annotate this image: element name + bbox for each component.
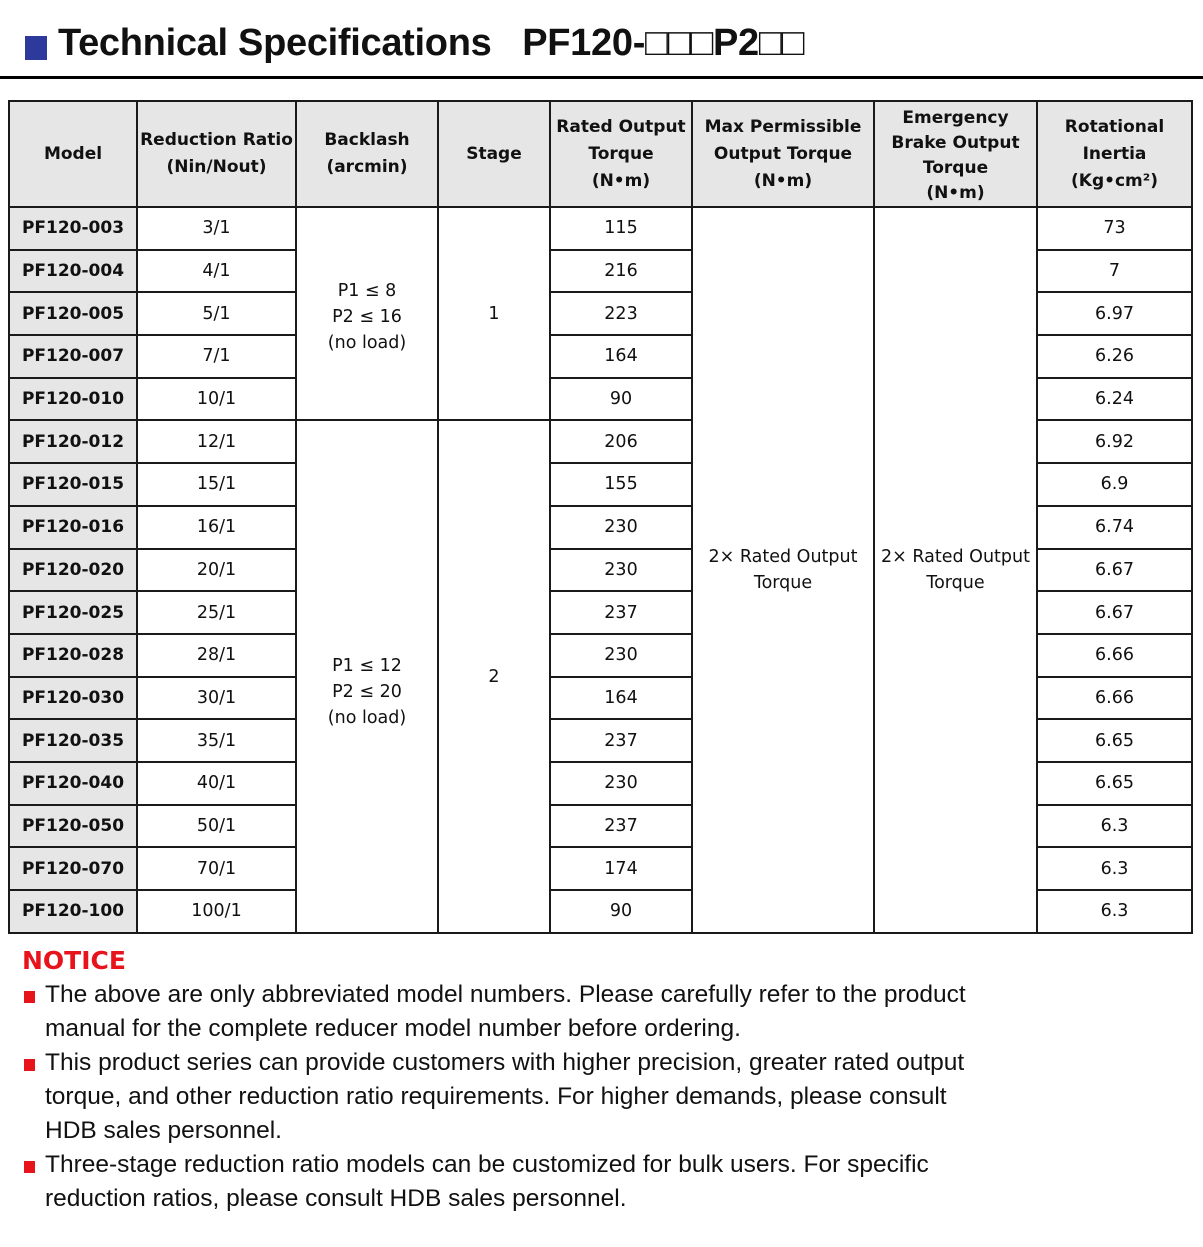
title-square-icon	[25, 36, 47, 60]
col-header-rotational-inertia: Rotational Inertia (Kg•cm²)	[1037, 101, 1192, 207]
title-divider	[0, 76, 1203, 79]
cell-reduction-ratio: 35/1	[137, 719, 296, 762]
cell-reduction-ratio: 30/1	[137, 677, 296, 720]
cell-reduction-ratio: 7/1	[137, 335, 296, 378]
cell-stage: 2	[438, 420, 550, 932]
cell-reduction-ratio: 50/1	[137, 805, 296, 848]
cell-rated-output-torque: 230	[550, 549, 692, 592]
cell-rotational-inertia: 6.9	[1037, 463, 1192, 506]
cell-reduction-ratio: 20/1	[137, 549, 296, 592]
bullet-square-icon	[24, 991, 35, 1003]
col-header-reduction-ratio: Reduction Ratio (Nin/Nout)	[137, 101, 296, 207]
page-title: Technical Specifications PF120-□□□P2□□	[58, 22, 805, 64]
cell-rated-output-torque: 230	[550, 634, 692, 677]
table-header-row	[9, 101, 1192, 207]
notice-text-line: The above are only abbreviated model numbers. Please carefully refer to the product	[45, 981, 966, 1008]
col-header-stage: Stage	[438, 101, 550, 207]
cell-rotational-inertia: 6.26	[1037, 335, 1192, 378]
cell-rotational-inertia: 6.97	[1037, 292, 1192, 335]
cell-model: PF120-016	[9, 506, 137, 549]
cell-model: PF120-005	[9, 292, 137, 335]
notice-item	[22, 978, 1192, 1046]
cell-reduction-ratio: 16/1	[137, 506, 296, 549]
notice-section	[22, 944, 1192, 1216]
cell-rated-output-torque: 237	[550, 805, 692, 848]
cell-reduction-ratio: 3/1	[137, 207, 296, 250]
cell-rated-output-torque: 230	[550, 762, 692, 805]
cell-model: PF120-100	[9, 890, 137, 933]
cell-rotational-inertia: 6.92	[1037, 420, 1192, 463]
bullet-square-icon	[24, 1161, 35, 1173]
cell-model: PF120-010	[9, 378, 137, 421]
cell-rated-output-torque: 164	[550, 335, 692, 378]
cell-rated-output-torque: 237	[550, 719, 692, 762]
cell-model: PF120-004	[9, 250, 137, 293]
cell-rotational-inertia: 6.3	[1037, 890, 1192, 933]
col-header-rated-output-torque: Rated Output Torque (N•m)	[550, 101, 692, 207]
cell-rated-output-torque: 206	[550, 420, 692, 463]
cell-model: PF120-003	[9, 207, 137, 250]
cell-model: PF120-035	[9, 719, 137, 762]
cell-rated-output-torque: 164	[550, 677, 692, 720]
cell-reduction-ratio: 28/1	[137, 634, 296, 677]
cell-rotational-inertia: 73	[1037, 207, 1192, 250]
notice-text-line: HDB sales personnel.	[45, 1117, 282, 1144]
cell-emergency-brake-torque: 2× Rated Output Torque	[874, 207, 1037, 933]
cell-rotational-inertia: 6.66	[1037, 634, 1192, 677]
cell-model: PF120-028	[9, 634, 137, 677]
cell-rated-output-torque: 216	[550, 250, 692, 293]
cell-reduction-ratio: 70/1	[137, 847, 296, 890]
cell-rated-output-torque: 230	[550, 506, 692, 549]
cell-max-permissible-torque: 2× Rated Output Torque	[692, 207, 874, 933]
notice-item	[22, 1148, 1192, 1216]
cell-reduction-ratio: 100/1	[137, 890, 296, 933]
cell-reduction-ratio: 12/1	[137, 420, 296, 463]
cell-stage: 1	[438, 207, 550, 420]
cell-rotational-inertia: 6.65	[1037, 719, 1192, 762]
table-body	[9, 207, 1192, 933]
col-header-emergency-brake-torque: Emergency Brake Output Torque (N•m)	[874, 101, 1037, 207]
cell-model: PF120-025	[9, 591, 137, 634]
cell-rotational-inertia: 6.3	[1037, 805, 1192, 848]
cell-model: PF120-007	[9, 335, 137, 378]
cell-reduction-ratio: 15/1	[137, 463, 296, 506]
cell-model: PF120-040	[9, 762, 137, 805]
notice-text-line: torque, and other reduction ratio requirements. For higher demands, please consult	[45, 1083, 947, 1110]
cell-model: PF120-015	[9, 463, 137, 506]
notice-text-line: manual for the complete reducer model number before ordering.	[45, 1015, 741, 1042]
col-header-model: Model	[9, 101, 137, 207]
notice-text-line: Three-stage reduction ratio models can be customized for bulk users. For specific	[45, 1151, 929, 1178]
cell-reduction-ratio: 10/1	[137, 378, 296, 421]
cell-reduction-ratio: 5/1	[137, 292, 296, 335]
cell-model: PF120-030	[9, 677, 137, 720]
cell-rotational-inertia: 6.67	[1037, 549, 1192, 592]
cell-backlash: P1 ≤ 12 P2 ≤ 20 (no load)	[296, 420, 438, 932]
cell-rated-output-torque: 155	[550, 463, 692, 506]
bullet-square-icon	[24, 1059, 35, 1071]
col-header-max-permissible-torque: Max Permissible Output Torque (N•m)	[692, 101, 874, 207]
cell-rated-output-torque: 174	[550, 847, 692, 890]
cell-rated-output-torque: 115	[550, 207, 692, 250]
cell-reduction-ratio: 4/1	[137, 250, 296, 293]
cell-model: PF120-012	[9, 420, 137, 463]
spec-table	[8, 100, 1193, 934]
cell-model: PF120-020	[9, 549, 137, 592]
table-row	[9, 207, 1192, 250]
cell-rotational-inertia: 6.66	[1037, 677, 1192, 720]
notice-title: NOTICE	[22, 946, 126, 975]
cell-rotational-inertia: 6.24	[1037, 378, 1192, 421]
notice-text-line: reduction ratios, please consult HDB sales personnel.	[45, 1185, 627, 1212]
col-header-backlash: Backlash (arcmin)	[296, 101, 438, 207]
notice-text-line: This product series can provide customers with higher precision, greater rated output	[45, 1049, 965, 1076]
cell-rotational-inertia: 6.67	[1037, 591, 1192, 634]
cell-rated-output-torque: 223	[550, 292, 692, 335]
cell-rotational-inertia: 6.65	[1037, 762, 1192, 805]
notice-item	[22, 1046, 1192, 1148]
cell-model: PF120-050	[9, 805, 137, 848]
cell-model: PF120-070	[9, 847, 137, 890]
cell-rated-output-torque: 237	[550, 591, 692, 634]
cell-rated-output-torque: 90	[550, 378, 692, 421]
cell-reduction-ratio: 40/1	[137, 762, 296, 805]
cell-rotational-inertia: 7	[1037, 250, 1192, 293]
page-header	[0, 0, 1203, 80]
cell-rotational-inertia: 6.3	[1037, 847, 1192, 890]
cell-backlash: P1 ≤ 8 P2 ≤ 16 (no load)	[296, 207, 438, 420]
cell-rated-output-torque: 90	[550, 890, 692, 933]
cell-rotational-inertia: 6.74	[1037, 506, 1192, 549]
cell-reduction-ratio: 25/1	[137, 591, 296, 634]
